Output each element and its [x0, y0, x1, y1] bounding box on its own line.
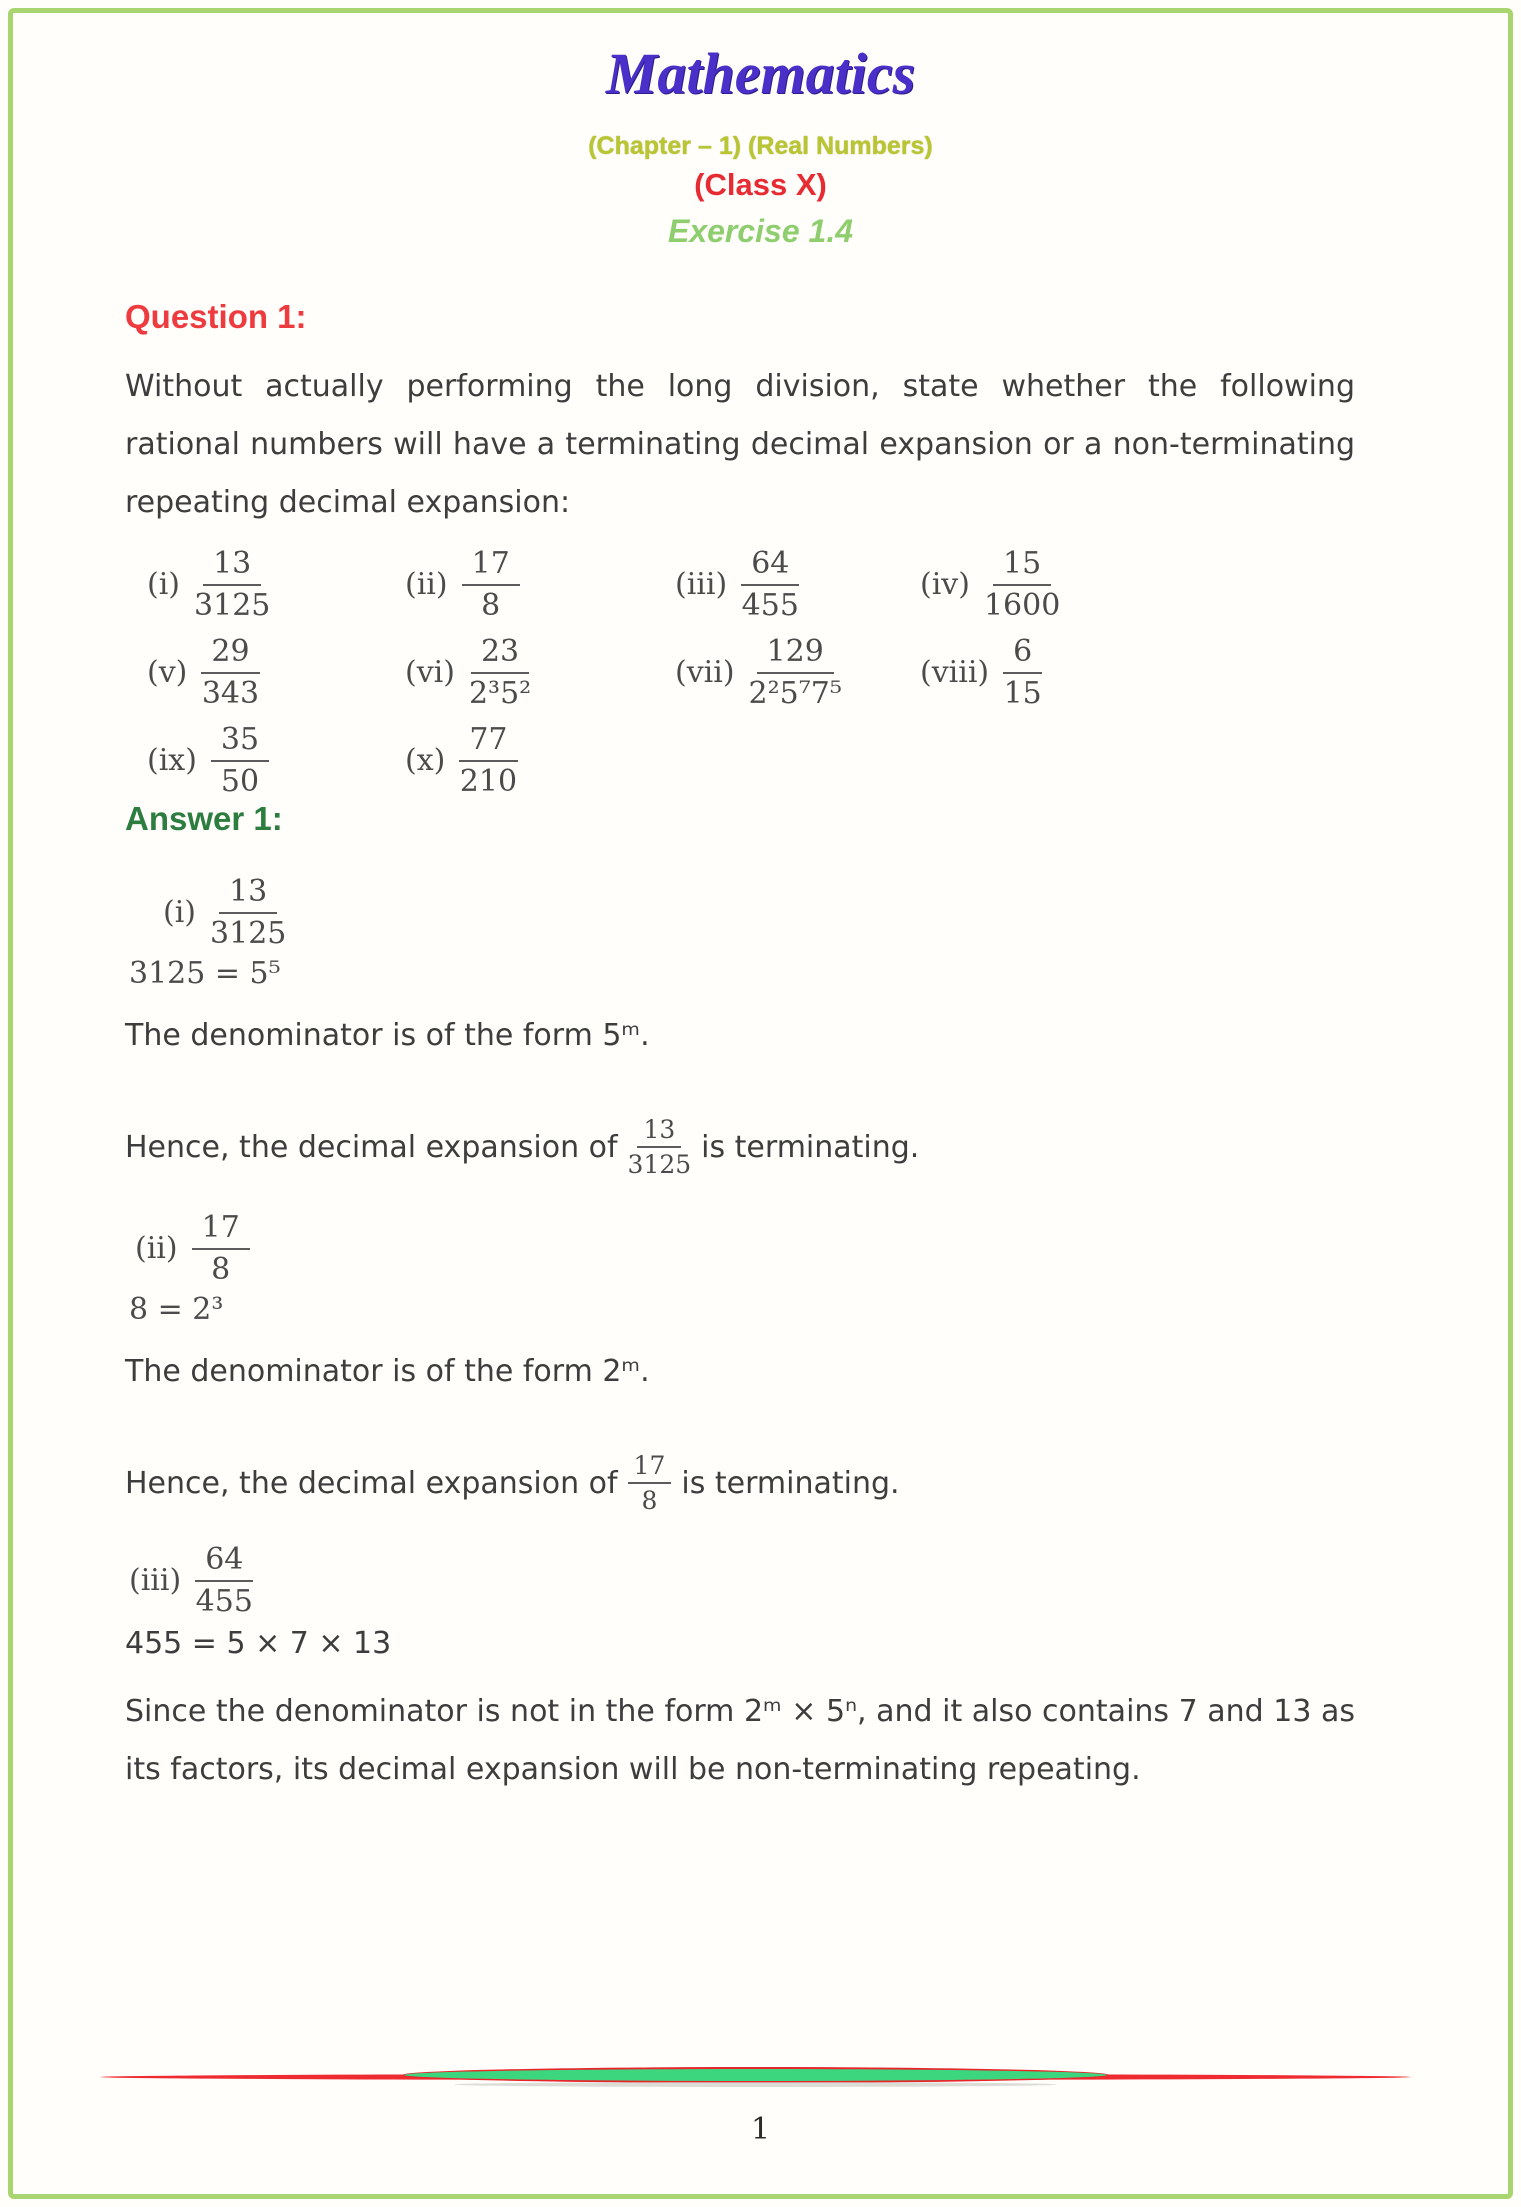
factorization: 3125 = 5⁵ [129, 955, 281, 991]
fraction-denominator: 343 [201, 675, 260, 711]
answer-part-iii [125, 1542, 1355, 1799]
fraction-numerator: 35 [211, 722, 269, 762]
document-body [0, 298, 1521, 1799]
fraction-item-v [147, 634, 405, 712]
question-heading: Question 1: [125, 297, 307, 335]
answer-part-ii [125, 1210, 1355, 1516]
fraction-numerator: 13 [219, 874, 277, 914]
fraction-item-i [147, 546, 405, 624]
fraction-denominator: 1600 [983, 587, 1061, 623]
fraction-denominator: 210 [459, 763, 518, 799]
fraction [749, 634, 842, 712]
page-title: Mathematics [605, 41, 916, 106]
class-subtitle: (Class X) [694, 166, 827, 202]
fraction-numerator: 29 [201, 634, 259, 674]
page-number: 1 [750, 2112, 771, 2147]
fraction-denominator: 2³5² [468, 675, 532, 711]
fraction-numerator: 17 [462, 546, 520, 586]
fraction-label: (i) [147, 567, 181, 603]
fraction [194, 546, 270, 624]
fraction-numerator: 13 [637, 1115, 681, 1148]
exercise-subtitle: Exercise 1.4 [667, 212, 854, 249]
fraction-label: (v) [147, 655, 188, 691]
fraction [192, 1210, 250, 1288]
fraction-numerator: 17 [628, 1451, 672, 1484]
fraction-denominator: 15 [1003, 675, 1042, 711]
fraction [459, 722, 517, 800]
form-statement: The denominator is of the form 5ᵐ. [125, 1017, 650, 1053]
fraction-denominator: 3125 [194, 587, 271, 623]
part-label: (ii) [135, 1231, 178, 1267]
conclusion-suffix: is terminating. [701, 1129, 920, 1165]
conclusion-prefix: Hence, the decimal expansion of [125, 1465, 618, 1501]
divider-green-lens [402, 2067, 1110, 2083]
fraction [211, 722, 269, 800]
factorization: 455 = 5 × 7 × 13 [125, 1625, 392, 1661]
conclusion-paragraph: Since the denominator is not in the form 2ᵐ × 5ⁿ, and it also contains 7 and 13 as its factors, its decimal expansion will be non-terminating repeating. [125, 1693, 1355, 1787]
answer-fraction-row [163, 874, 1355, 952]
conclusion-line [125, 1451, 1355, 1516]
divider-shadow [454, 2082, 1057, 2087]
fraction-label: (vii) [675, 655, 735, 691]
fraction-item-vi [405, 634, 675, 712]
fraction-label: (x) [405, 743, 446, 779]
answer-fraction-row [135, 1210, 1355, 1288]
conclusion-line [125, 1115, 1355, 1180]
fraction-numerator: 23 [471, 634, 529, 674]
answer-heading: Answer 1: [125, 799, 283, 837]
fraction-denominator: 2²5⁷7⁵ [748, 675, 842, 711]
fraction-numerator: 15 [993, 546, 1051, 586]
answer-fraction-row [129, 1542, 1355, 1620]
fraction-denominator: 8 [641, 1485, 658, 1515]
fraction-numerator: 64 [195, 1542, 253, 1582]
fraction-denominator: 3125 [210, 915, 287, 951]
fraction [462, 546, 520, 624]
form-statement: The denominator is of the form 2ᵐ. [125, 1353, 650, 1389]
fraction-numerator: 6 [1003, 634, 1042, 674]
fraction-item-iii [675, 546, 920, 624]
document-header [0, 0, 1521, 250]
fraction-item-x [405, 722, 675, 800]
fraction-label: (iii) [675, 567, 728, 603]
fraction-numerator: 77 [459, 722, 517, 762]
conclusion-prefix: Hence, the decimal expansion of [125, 1129, 618, 1165]
factorization: 8 = 2³ [129, 1291, 224, 1327]
fraction [741, 546, 799, 624]
fraction-item-ix [147, 722, 405, 800]
fraction-denominator: 8 [481, 587, 501, 623]
fraction-item-ii [405, 546, 675, 624]
fraction [195, 1542, 253, 1620]
fraction-label: (ix) [147, 743, 197, 779]
chapter-subtitle: (Chapter – 1) (Real Numbers) [588, 131, 933, 160]
fraction-label: (iv) [920, 567, 970, 603]
fraction [210, 874, 286, 952]
fraction-numerator: 64 [741, 546, 799, 586]
question-text: Without actually performing the long division, state whether the following rational numbers will have a terminating decimal expansion or a non-terminating repeating decimal expansion: [125, 368, 1355, 520]
conclusion-suffix: is terminating. [681, 1465, 900, 1501]
fraction-numerator: 17 [192, 1210, 250, 1250]
fraction-item-vii [675, 634, 920, 712]
inline-fraction [628, 1451, 672, 1516]
part-label: (iii) [129, 1563, 182, 1599]
inline-fraction [628, 1115, 692, 1180]
fraction-label: (ii) [405, 567, 448, 603]
fraction [469, 634, 531, 712]
fraction [984, 546, 1060, 624]
fraction-item-viii [920, 634, 1355, 712]
fraction-denominator: 455 [741, 587, 799, 623]
fractions-list [147, 546, 1355, 800]
fraction-item-iv [920, 546, 1355, 624]
fraction-numerator: 129 [757, 634, 834, 674]
fraction-label: (vi) [405, 655, 455, 691]
fraction-denominator: 455 [195, 1583, 253, 1619]
decorative-divider [100, 2065, 1411, 2089]
fraction-denominator: 50 [220, 763, 260, 799]
fraction-label: (viii) [920, 655, 990, 691]
fraction-numerator: 13 [203, 546, 261, 586]
part-label: (i) [163, 895, 197, 931]
fraction [1003, 634, 1042, 712]
fraction-denominator: 3125 [627, 1149, 692, 1179]
fraction-denominator: 8 [211, 1251, 231, 1287]
answer-part-i [125, 874, 1355, 1180]
fraction [201, 634, 259, 712]
